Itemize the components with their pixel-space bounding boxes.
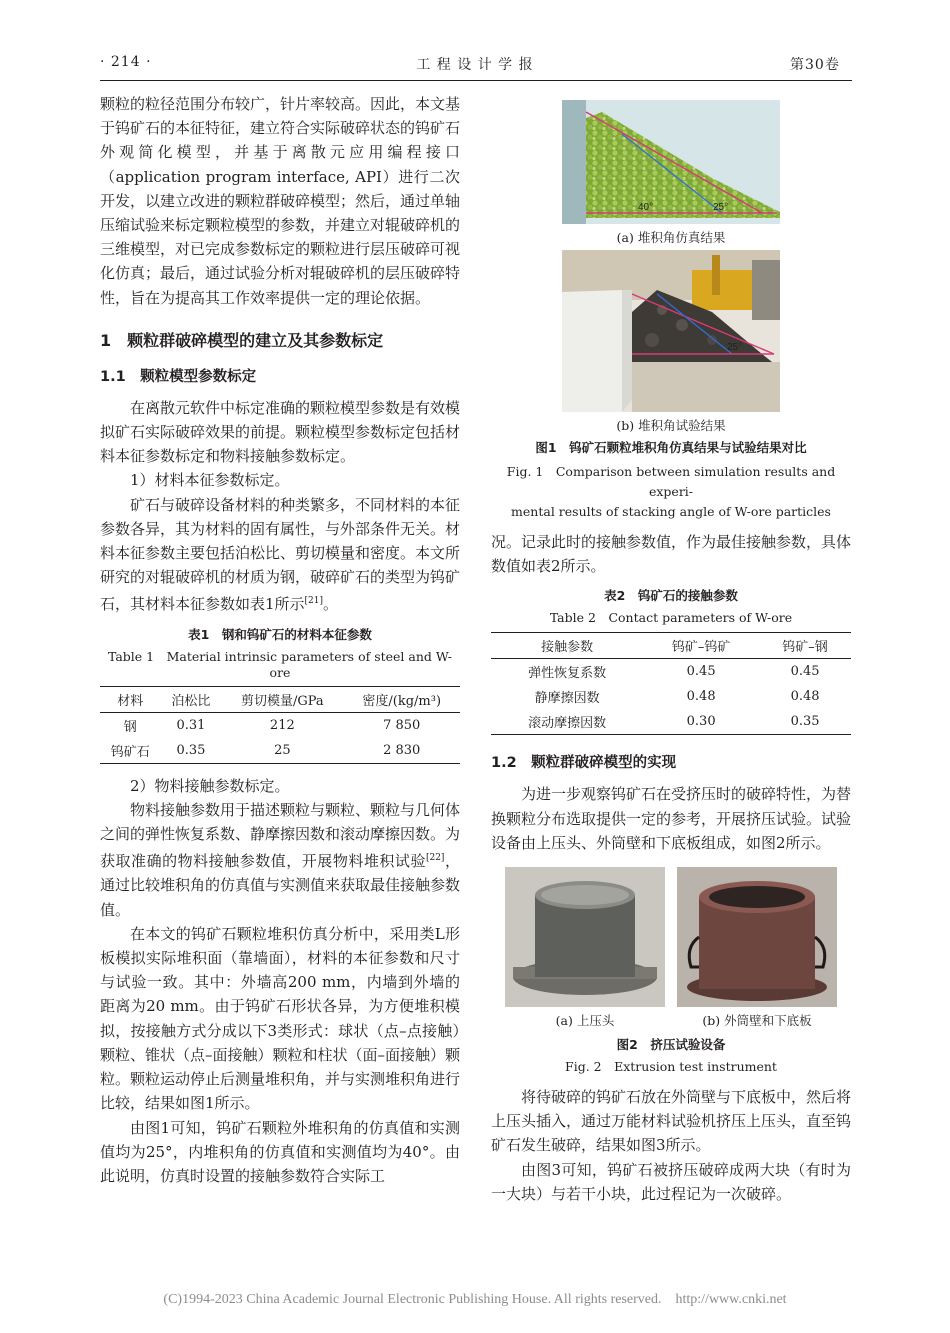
table-header: 材料 — [100, 686, 161, 712]
table-header: 钨矿–钨矿 — [643, 633, 759, 659]
table-cell: 静摩擦因数 — [534, 691, 600, 707]
paragraph: 矿石与破碎设备材料的种类繁多，不同材料的本征参数各异，其为材料的固有属性，与外部条件无关。材料本征参数主要包括泊松比、剪切模量和密度。本文所研究的对辊破碎机的材质为钢，破碎矿石的类型为钨矿石，其材料本征参数如表1所示[21]。 — [100, 495, 461, 614]
citation: [22] — [425, 853, 445, 864]
paragraph: 在离散元软件中标定准确的颗粒模型参数是有效模拟矿石实际破碎效果的前提。颗粒模型参数标定包括材料本征参数标定和物料接触参数标定。 — [100, 398, 461, 466]
copyright-footer: (C)1994-2023 China Academic Journal Electronic Publishing House. All rights reserved. http://www.cnki.net — [163, 1292, 787, 1307]
table-header: 密度/(kg/m³) — [343, 686, 460, 712]
figure1-caption-en: mental results of stacking angle of W-ore particles — [511, 504, 831, 519]
angle-label: 25° — [713, 202, 729, 213]
header-rule — [100, 80, 852, 81]
table-row — [491, 684, 851, 709]
paragraph: 由图3可知，钨矿石被挤压破碎成两大块（有时为一大块）与若干小块，此过程记为一次破碎。 — [491, 1160, 851, 1203]
table2-caption-en: Table 2 Contact parameters of W-ore — [549, 610, 793, 626]
table-cell: 25 — [274, 742, 291, 758]
table-header: 钨矿–钢 — [759, 633, 851, 659]
table-cell: 钨矿石 — [110, 744, 150, 760]
figure2-subcaption-b: (b) 外筒壁和下底板 — [702, 1013, 812, 1029]
table2-caption-cn: 表2 钨矿石的接触参数 — [604, 588, 738, 604]
table-cell: 7 850 — [383, 717, 421, 733]
figure2-subcaptions — [491, 1007, 851, 1033]
list-item: 2）物料接触参数标定。 — [130, 776, 290, 795]
list-item: 1）材料本征参数标定。 — [130, 471, 290, 490]
page-number: · 214 · — [100, 54, 152, 70]
figure2-upper-head-photo — [505, 867, 665, 1007]
table1 — [100, 686, 460, 764]
paragraph: 在本文的钨矿石颗粒堆积仿真分析中，采用类L形板模拟实际堆积面（靠墙面），材料的本征参数和尺寸与试验一致。其中：外墙高200 mm，内墙到外墙的距离为20 mm。由于钨矿石形状各异，为方便堆积模拟，按接触方式分成以下3类形式：球状（点–点接触）颗粒、锥状（点–面接触）颗粒和柱状（面–面接触）颗粒。颗粒运动停止后测量堆积角，并与实测堆积角进行比较，结果如图1所示。 — [100, 924, 461, 1113]
table-header-row — [491, 633, 851, 659]
section-1-1-heading: 1.1 颗粒模型参数标定 — [100, 368, 257, 385]
table-row — [491, 659, 851, 685]
table-cell: 0.30 — [686, 714, 716, 730]
table-cell: 滚动摩擦因数 — [528, 716, 607, 732]
figure2-caption-cn: 图2 挤压试验设备 — [616, 1037, 726, 1053]
table-row — [100, 738, 460, 764]
figure2-subcaption-a: (a) 上压头 — [555, 1013, 615, 1029]
table-cell: 弹性恢复系数 — [528, 666, 607, 682]
table-cell: 0.45 — [790, 664, 820, 680]
table-header: 泊松比 — [161, 686, 222, 712]
right-column — [491, 100, 851, 1206]
figure1-subcaption-b: (b) 堆积角试验结果 — [616, 418, 726, 433]
table-cell: 0.45 — [686, 664, 716, 680]
intro-paragraph: 颗粒的粒径范围分布较广，针片率较高。因此，本文基于钨矿石的本征特征，建立符合实际破碎状态的钨矿石外观简化模型，并基于离散元应用编程接口（application program interface, API）进行二次开发，以建立改进的颗粒群破碎模型；然后，通过单轴压缩试验来标定颗粒模型的参数，并建立对辊破碎机的三维模型，对已完成参数标定的颗粒进行层压破碎可视化仿真；最后，通过试验分析对辊破碎机的层压破碎特性，旨在为提高其工作效率提供一定的理论依据。 — [100, 95, 461, 307]
volume-label: 第30卷 — [790, 57, 840, 73]
table-row — [491, 709, 851, 735]
paragraph: 况。记录此时的接触参数值，作为最佳接触参数，具体数值如表2所示。 — [491, 533, 852, 576]
figure1-caption-en: Fig. 1 Comparison between simulation results and experi- — [506, 464, 836, 499]
left-column — [100, 92, 460, 1188]
paragraph: 为进一步观察钨矿石在受挤压时的破碎特性，为替换颗粒分布选取提供一定的参考，开展挤压试验。试验设备由上压头、外筒壁和下底板组成，如图2所示。 — [491, 785, 852, 852]
figure1-subcaption-a: (a) 堆积角仿真结果 — [616, 230, 726, 245]
journal-title: 工 程 设 计 学 报 — [416, 57, 534, 73]
angle-label: 40° — [638, 202, 654, 213]
table-cell: 钢 — [123, 719, 137, 735]
table2 — [491, 632, 851, 735]
figure1-simulation-image — [562, 100, 780, 224]
paragraph: 将待破碎的钨矿石放在外筒壁与下底板中，然后将上压头插入，通过万能材料试验机挤压上压头，直至钨矿石发生破碎，结果如图3所示。 — [491, 1088, 852, 1155]
table-cell: 2 830 — [383, 742, 421, 758]
section-1-2-heading: 1.2 颗粒群破碎模型的实现 — [491, 755, 677, 772]
table1-caption-cn: 表1 钢和钨矿石的材料本征参数 — [188, 626, 372, 642]
citation: [21] — [304, 596, 324, 607]
angle-label: 25° — [727, 342, 743, 353]
figure2-cylinder-photo — [677, 867, 837, 1007]
table-cell: 0.35 — [176, 742, 206, 758]
table-cell: 0.48 — [686, 689, 716, 705]
table-row — [100, 712, 460, 738]
table-cell: 0.35 — [790, 714, 820, 730]
figure2-images — [491, 867, 851, 1007]
paragraph: 由图1可知，钨矿石颗粒外堆积角的仿真值和实测值均为25°，内堆积角的仿真值和实测值均为40°。由此说明，仿真时设置的接触参数符合实际工 — [100, 1118, 460, 1185]
section-1-heading: 1 颗粒群破碎模型的建立及其参数标定 — [100, 330, 384, 350]
figure2-caption-en: Fig. 2 Extrusion test instrument — [565, 1059, 777, 1075]
figure1-test-photo — [562, 250, 780, 412]
table-cell: 0.31 — [176, 717, 206, 733]
table1-caption-en: Table 1 Material intrinsic parameters of steel and W-ore — [107, 648, 453, 680]
table-cell: 0.48 — [790, 689, 820, 705]
figure1-caption-cn: 图1 钨矿石颗粒堆积角仿真结果与试验结果对比 — [535, 440, 807, 455]
table-cell: 212 — [269, 717, 295, 733]
table-header-row — [100, 686, 460, 712]
table-header: 剪切模量/GPa — [221, 686, 343, 712]
table-header: 接触参数 — [491, 633, 643, 659]
paragraph: 物料接触参数用于描述颗粒与颗粒、颗粒与几何体之间的弹性恢复系数、静摩擦因数和滚动摩擦因数。为获取准确的物料接触参数值，开展物料堆积试验[22]，通过比较堆积角的仿真值与实测值来获取最佳接触参数值。 — [100, 800, 461, 919]
